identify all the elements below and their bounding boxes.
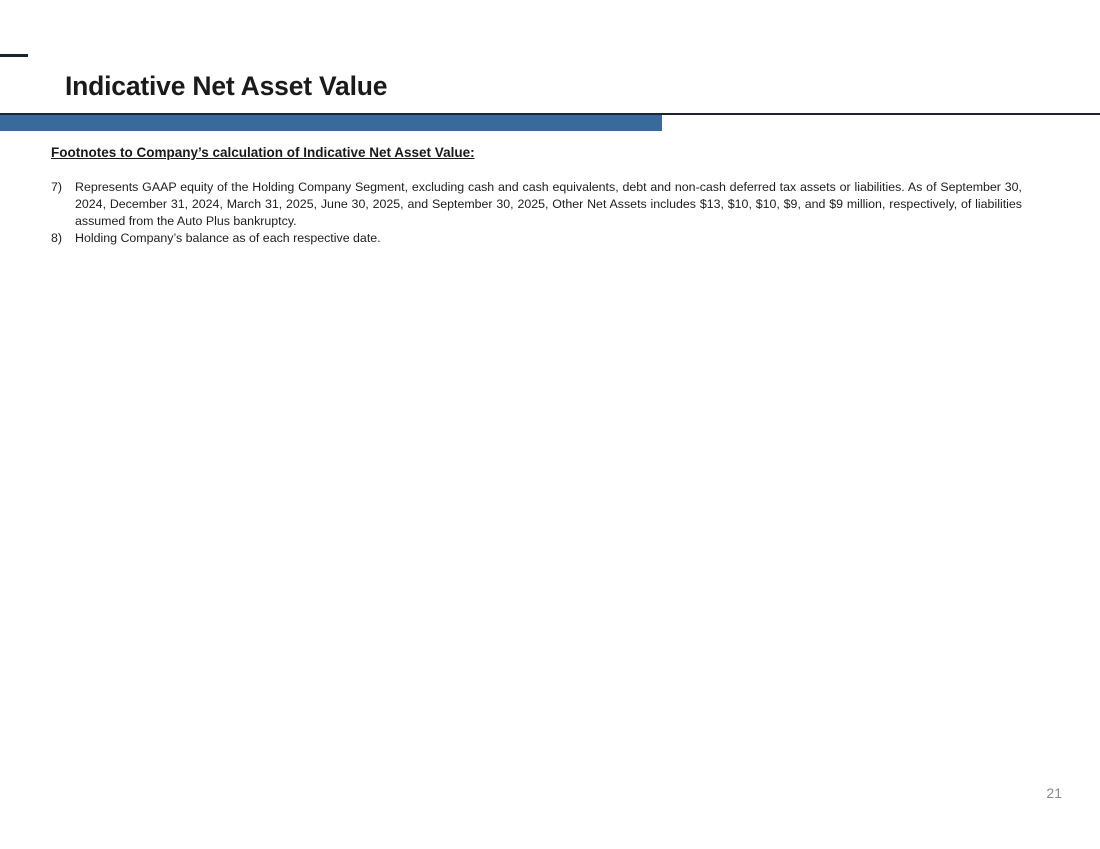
page-title: Indicative Net Asset Value [65, 71, 388, 101]
footnote-item [51, 179, 1022, 230]
footnote-item [51, 230, 1022, 247]
page-number: 21 [1046, 785, 1062, 801]
top-left-rule [0, 54, 28, 57]
footnote-text: Holding Company’s balance as of each respective date. [75, 231, 381, 245]
footnotes-section [51, 145, 1022, 247]
footnote-number: 8) [51, 231, 63, 245]
footnote-number: 7) [51, 180, 63, 194]
footnotes-heading: Footnotes to Company’s calculation of Indicative Net Asset Value: [51, 145, 475, 160]
accent-bar [0, 115, 662, 131]
footnote-text: Represents GAAP equity of the Holding Company Segment, excluding cash and cash equivalents, debt and non-cash deferred tax assets or liabilities. As of September 30, 2024, December 31, 2024, March 31, 2025, June 30, 2025, and September 30, 2025, Other Net Assets includes $13, $10, $10, $9, and $9 million, respectively, of liabilities assumed from the Auto Plus bankruptcy. [75, 180, 1022, 228]
